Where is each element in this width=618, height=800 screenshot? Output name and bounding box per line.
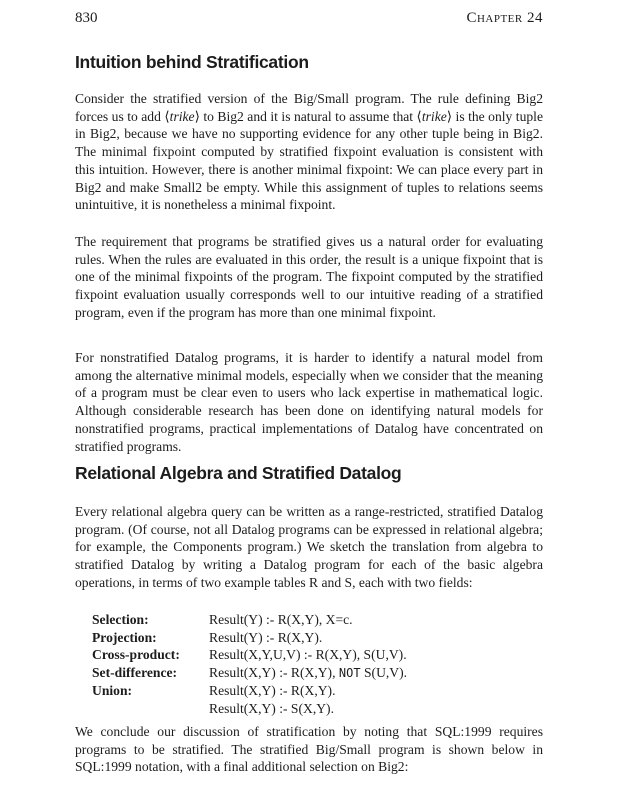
rule-label: Set-difference:	[92, 664, 178, 680]
rule-label	[92, 700, 209, 718]
running-head	[75, 10, 543, 30]
tuple-trike: trike	[421, 108, 447, 124]
paragraph-nonstratified: For nonstratified Datalog programs, it is harder to identify a natural model from among the alternative minimal models, especially when we consider that the meaning of a program must be clear even to users who lack expertise in mathematical logic. Although considerable research has been done on identifying natural models for nonstratified programs, practical implementations of Datalog have concentrated on stratified programs.	[75, 350, 543, 454]
rule-row-cross-product	[92, 646, 492, 664]
paragraph-big-small	[75, 90, 543, 214]
rule-row-selection	[92, 611, 492, 629]
rule-body	[209, 664, 407, 683]
not-keyword: NOT	[338, 665, 361, 680]
paragraph-sql1999: We conclude our discussion of stratification by noting that SQL:1999 requires programs to be stratified. The stratified Big/Small program is shown below in SQL:1999 notation, with a final additional selection on Big2:	[75, 724, 543, 775]
section-heading-stratification: Intuition behind Stratification	[75, 52, 309, 72]
rule-body: Result(X,Y) :- R(X,Y).	[209, 683, 336, 698]
datalog-rules-table	[92, 611, 492, 717]
section-heading-relational-algebra: Relational Algebra and Stratified Datalog	[75, 463, 402, 483]
rule-text: S(U,V).	[360, 664, 408, 680]
paragraph-stratified-order: The requirement that programs be stratified gives us a natural order for evaluating rules. When the rules are evaluated in this order, the result is a unique fixpoint that is one of the minimal fixpoints of the program. The fixpoint computed by the stratified fixpoint evaluation usually corresponds well to our intuitive reading of a stratified program, even if the program has more than one minimal fixpoint.	[75, 234, 543, 320]
rule-row-union-2	[92, 700, 492, 718]
chapter-label: Chapter 24	[466, 10, 543, 26]
text-run: ⟩ is the only tuple in Big2, because we have no supporting evidence for any other tuple being in Big2. The minimal fixpoint computed by stratified fixpoint evaluation is consistent with this intuition. However, there is another minimal fixpoint: We can place every part in Big2 and make Small2 be empty. While this assignment of tuples to relations seems unintuitive, it is nonetheless a minimal fixpoint.	[75, 108, 543, 213]
rule-row-union	[92, 682, 492, 700]
rule-body: Result(Y) :- R(X,Y).	[209, 629, 323, 645]
rule-label: Union:	[92, 683, 133, 698]
tuple-trike: trike	[169, 108, 195, 124]
rule-body: Result(Y) :- R(X,Y), X=c.	[209, 612, 353, 627]
page-number: 830	[75, 10, 98, 26]
paragraph-algebra-translation: Every relational algebra query can be written as a range-restricted, stratified Datalog program. (Of course, not all Datalog programs can be expressed in relational algebra; for example, the Components program.) We sketch the translation from algebra to stratified Datalog by writing a Datalog program for each of the basic algebra operations, in terms of two example tables R and S, each with two fields:	[75, 504, 543, 590]
rule-text: Result(X,Y) :- R(X,Y),	[209, 664, 339, 680]
rule-label: Projection:	[92, 629, 157, 645]
text-run: Consider the stratified version of the Big/Small program. The rule defining Big2 forces us to add ⟨	[75, 91, 543, 124]
rule-row-set-difference	[92, 664, 492, 683]
rule-label: Cross-product:	[92, 647, 180, 662]
rule-label: Selection:	[92, 612, 149, 627]
text-run: ⟩ to Big2 and it is natural to assume that ⟨	[194, 108, 422, 124]
rule-row-projection	[92, 629, 492, 647]
rule-body: Result(X,Y) :- S(X,Y).	[209, 700, 334, 716]
rule-body: Result(X,Y,U,V) :- R(X,Y), S(U,V).	[209, 647, 407, 662]
